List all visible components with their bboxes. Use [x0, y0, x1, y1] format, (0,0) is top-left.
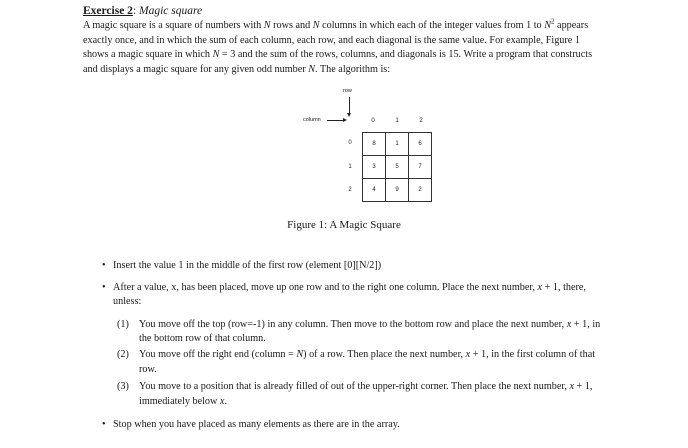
intro-line-2: exactly once, and in which the sum of each column, each row, and each diagonal is the same value. For example, Figure 1	[83, 34, 580, 46]
grid-row	[363, 179, 432, 202]
row-index: 1	[348, 164, 352, 170]
column-index: 1	[395, 118, 399, 124]
text: + 1, there,	[542, 282, 586, 293]
var-n: N	[212, 49, 220, 61]
text: immediately below	[139, 396, 220, 407]
magic-square-grid	[362, 132, 432, 202]
intro-paragraph	[83, 19, 657, 77]
sub-item-text	[139, 318, 600, 333]
sub-item-text	[139, 380, 592, 395]
heading-separator: :	[132, 5, 137, 17]
text: ) of a row. Then place the next number,	[303, 349, 466, 360]
grid-row	[363, 156, 432, 179]
sub-item-text: row.	[139, 364, 157, 375]
sub-item-text	[139, 348, 595, 363]
intro-line-4	[83, 63, 657, 78]
text: rows and	[270, 20, 313, 31]
text: shows a magic square in which	[83, 49, 213, 61]
text: and displays a magic square for any given odd number	[83, 63, 309, 75]
exercise-title: Magic square	[139, 5, 203, 17]
text: + 1, in the first column of that	[470, 349, 596, 360]
text: columns in which each of the integer values from 1 to	[319, 20, 545, 31]
var-x: x	[219, 396, 225, 407]
grid-cell: 4	[363, 179, 386, 202]
grid-cell: 3	[363, 156, 386, 179]
sub-item-text	[139, 395, 227, 410]
bullet-text	[113, 281, 586, 296]
bullet-icon: •	[102, 419, 106, 430]
intro-line-3	[83, 48, 657, 63]
var-x: x	[566, 319, 572, 330]
sub-item-number: (3)	[117, 381, 129, 392]
row-index: 2	[348, 187, 352, 193]
grid-cell: 9	[386, 179, 409, 202]
text: = 3 and the sum of the rows, columns, and diagonals is 15. Write a program that constructs	[219, 49, 593, 61]
column-index: 0	[371, 118, 375, 124]
bullet-text: unless:	[113, 296, 142, 307]
var-x: x	[569, 381, 574, 392]
var-n: N	[544, 20, 551, 31]
grid-cell: 2	[409, 179, 432, 202]
text: A magic square is a square of numbers with	[83, 20, 264, 31]
text: You move off the top (row=-1) in any column. Then move to the bottom row and place the next number,	[139, 319, 567, 330]
var-n: N	[296, 349, 304, 360]
var-n: N	[263, 20, 271, 31]
var-x: x	[465, 349, 471, 360]
figure-caption: Figure 1: A Magic Square	[287, 219, 401, 231]
column-axis-label: column	[303, 117, 321, 123]
var-x: x	[537, 282, 543, 293]
grid-cell: 6	[409, 133, 432, 156]
column-index: 2	[419, 118, 423, 124]
var-n: N	[308, 63, 315, 75]
text: . The algorithm is:	[315, 63, 391, 75]
exponent: 2	[551, 17, 555, 26]
bullet-icon: •	[102, 282, 106, 293]
text: After a value, x, has been placed, move up one row and to the right one column. Place the next number,	[113, 282, 538, 293]
grid-cell: 1	[386, 133, 409, 156]
text: + 1, in	[571, 319, 601, 330]
bullet-text: Stop when you have placed as many elements as there are in the array.	[113, 419, 400, 430]
row-arrow-icon	[349, 97, 350, 114]
bullet-icon: •	[102, 260, 106, 271]
column-arrow-icon	[327, 120, 344, 121]
sub-item-number: (2)	[117, 349, 129, 360]
grid-row	[363, 133, 432, 156]
text: You move to a position that is already filled of out of the upper-right corner. Then place the next number,	[139, 381, 570, 392]
exercise-heading	[83, 4, 202, 18]
grid-cell: 7	[409, 156, 432, 179]
grid-cell: 8	[363, 133, 386, 156]
row-axis-label: row	[343, 88, 352, 94]
text: You move off the right end (column =	[139, 349, 297, 360]
intro-line-1	[83, 19, 657, 34]
row-index: 0	[348, 140, 352, 146]
var-n: N	[312, 20, 320, 31]
text: appears	[554, 20, 589, 31]
sub-item-number: (1)	[117, 319, 129, 330]
sub-item-text: the bottom row of that column.	[139, 333, 266, 344]
text: .	[224, 396, 227, 407]
text: + 1,	[574, 381, 593, 392]
bullet-text: Insert the value 1 in the middle of the first row (element [0][N/2])	[113, 260, 382, 271]
exercise-number: Exercise 2	[83, 5, 133, 17]
grid-cell: 5	[386, 156, 409, 179]
